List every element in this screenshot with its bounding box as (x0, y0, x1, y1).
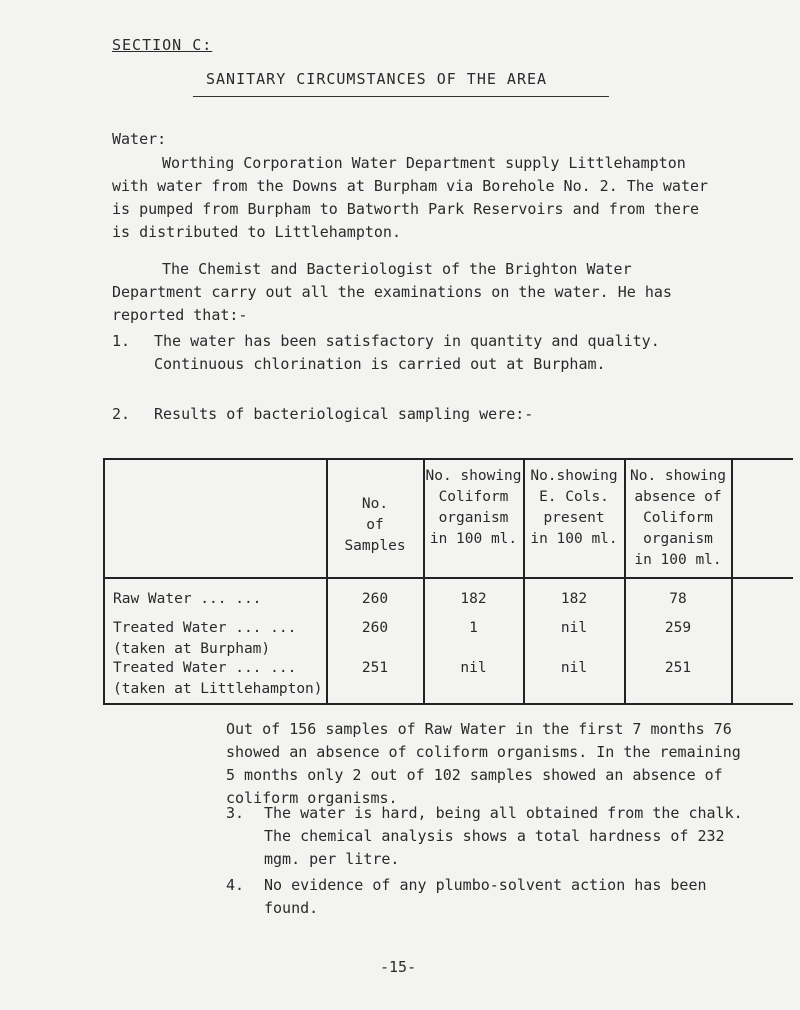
table-header-divider (103, 577, 793, 579)
list-item (226, 802, 746, 871)
list-item-number: 2. (112, 405, 131, 423)
header-samples (327, 494, 423, 557)
header-line: Samples (344, 538, 406, 554)
heading-underline (193, 96, 609, 97)
table-cell: nil (460, 660, 487, 676)
row-label-raw-water: Raw Water ... ... (113, 591, 262, 607)
page-title: SANITARY CIRCUMSTANCES OF THE AREA (206, 70, 548, 88)
sampling-results-table (103, 458, 793, 705)
list-item-text: Results of bacteriological sampling were:- (154, 405, 534, 423)
row-label-line: (taken at Littlehampton) (113, 681, 323, 697)
header-line: in 100 ml. (429, 531, 518, 547)
header-line: present (543, 510, 605, 526)
table-cell: 260 (361, 591, 389, 607)
page-number: -15- (380, 958, 417, 976)
table-cell: 259 (664, 620, 692, 636)
section-label: SECTION C: (112, 36, 213, 54)
paragraph-supply: Worthing Corporation Water Department supply Littlehampton with water from the Downs at Burpham via Borehole No. 2. The water is pumped from Burpham to Batworth Park Reservoirs and from there is distributed to Littlehampton. (112, 154, 718, 241)
header-line: Coliform (438, 489, 509, 505)
table-cell: 260 (361, 620, 389, 636)
header-absence (625, 466, 731, 571)
table-cell: nil (560, 620, 588, 636)
table-cell: 1 (469, 620, 478, 636)
list-item (112, 403, 712, 426)
header-line: in 100 ml. (634, 552, 722, 568)
list-item-number: 3. (226, 804, 245, 822)
list-item (226, 874, 746, 920)
header-line: No. showing (425, 468, 522, 484)
row-label-line: (taken at Burpham) (113, 641, 271, 657)
table-cell: 182 (460, 591, 487, 607)
paragraph-examinations: The Chemist and Bacteriologist of the Brighton Water Department carry out all the examinations on the water. He has reported that:- (112, 260, 681, 324)
table-cell: nil (560, 660, 588, 676)
table-cell: 182 (560, 591, 588, 607)
header-line: organism (438, 510, 509, 526)
list-item (112, 330, 712, 376)
table-right-border (731, 458, 733, 705)
list-item-number: 4. (226, 876, 245, 894)
header-ecols (524, 466, 624, 550)
table-cell: 251 (361, 660, 389, 676)
row-label-line: Treated Water ... ... (113, 620, 297, 636)
row-label-treated-burpham (113, 618, 296, 660)
list-item-text: The water is hard, being all obtained from the chalk. The chemical analysis shows a total hardness of 232 mgm. per litre. (264, 804, 743, 868)
header-line: organism (643, 531, 713, 547)
header-line: in 100 ml. (530, 531, 618, 547)
header-line: E. Cols. (539, 489, 609, 505)
list-item-number: 1. (112, 332, 131, 350)
header-line: of (366, 517, 384, 533)
table-cell: 78 (669, 591, 687, 607)
table-top-border (103, 458, 793, 460)
table-bottom-border (103, 703, 793, 705)
table-cell: 251 (664, 660, 692, 676)
list-item-text: No evidence of any plumbo-solvent action has been found. (264, 876, 707, 917)
water-subheading: Water: (112, 130, 167, 148)
header-line: No.showing (530, 468, 618, 484)
paragraph-raw-water-summary: Out of 156 samples of Raw Water in the first 7 months 76 showed an absence of coliform organisms. In the remaining 5 months only 2 out of 102 samples showed an absence of coliform organisms. (226, 720, 741, 807)
header-line: No. (361, 496, 389, 512)
list-item-text: The water has been satisfactory in quantity and quality. Continuous chlorination is carried out at Burpham. (154, 332, 660, 373)
header-line: Coliform (643, 510, 713, 526)
table-left-border (103, 458, 105, 705)
row-label-treated-littlehampton (113, 658, 323, 700)
row-label-line: Treated Water ... ... (113, 660, 297, 676)
header-line: No. showing (629, 468, 727, 484)
header-line: absence of (634, 489, 722, 505)
header-coliform (424, 466, 523, 550)
